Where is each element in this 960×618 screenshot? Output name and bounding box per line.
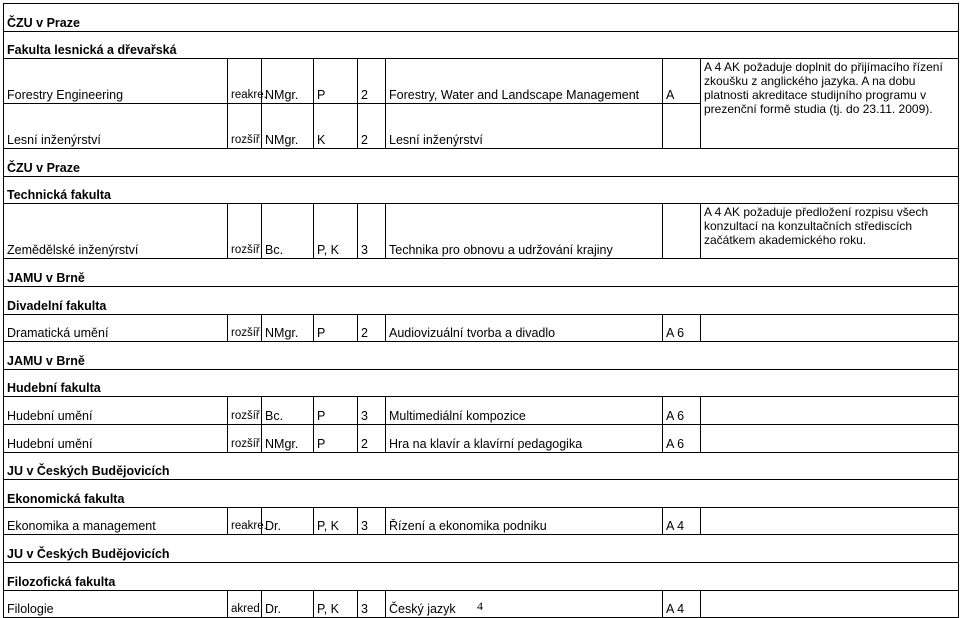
validity-cell: [663, 204, 701, 259]
page-number: 4: [477, 599, 483, 613]
note-cell: [701, 507, 959, 535]
years-cell: 3: [358, 204, 386, 259]
program-cell: Lesní inženýrství: [4, 104, 228, 149]
degree-cell: Dr.: [262, 590, 314, 618]
form-cell: P: [314, 59, 358, 104]
field-cell: Hra na klavír a klavírní pedagogika: [386, 424, 663, 452]
university-name: JAMU v Brně: [4, 342, 959, 370]
university-row: [4, 4, 959, 32]
faculty-row: [4, 369, 959, 397]
faculty-row: [4, 286, 959, 314]
note-cell: [701, 314, 959, 342]
faculty-name: Ekonomická fakulta: [4, 480, 959, 508]
program-cell: Ekonomika a management: [4, 507, 228, 535]
years-cell: 3: [358, 590, 386, 618]
faculty-name: Hudební fakulta: [4, 369, 959, 397]
field-cell: Audiovizuální tvorba a divadlo: [386, 314, 663, 342]
university-row: [4, 342, 959, 370]
university-row: [4, 149, 959, 177]
degree-cell: NMgr.: [262, 59, 314, 104]
faculty-name: Filozofická fakulta: [4, 562, 959, 590]
years-cell: 3: [358, 397, 386, 425]
program-cell: Hudební umění: [4, 424, 228, 452]
faculty-name: Divadelní fakulta: [4, 286, 959, 314]
type-cell: rozšíř.: [228, 104, 262, 149]
years-cell: 2: [358, 59, 386, 104]
validity-cell: A 6: [663, 397, 701, 425]
accreditation-table: [3, 3, 959, 618]
program-cell: Dramatická umění: [4, 314, 228, 342]
program-cell: Forestry Engineering: [4, 59, 228, 104]
table-row: [4, 204, 959, 259]
degree-cell: Bc.: [262, 397, 314, 425]
faculty-row: [4, 562, 959, 590]
type-cell: akred.: [228, 590, 262, 618]
validity-cell: A 6: [663, 424, 701, 452]
table-row: [4, 397, 959, 425]
form-cell: P, K: [314, 204, 358, 259]
university-name: ČZU v Praze: [4, 4, 959, 32]
program-cell: Zemědělské inženýrství: [4, 204, 228, 259]
university-row: [4, 452, 959, 480]
table-row: [4, 424, 959, 452]
years-cell: 3: [358, 507, 386, 535]
field-cell: Technika pro obnovu a udržování krajiny: [386, 204, 663, 259]
degree-cell: NMgr.: [262, 104, 314, 149]
validity-cell: A 4: [663, 507, 701, 535]
university-name: JU v Českých Budějovicích: [4, 452, 959, 480]
program-cell: Hudební umění: [4, 397, 228, 425]
table-row: [4, 507, 959, 535]
validity-cell: A 6: [663, 314, 701, 342]
form-cell: K: [314, 104, 358, 149]
university-row: [4, 259, 959, 287]
university-name: JU v Českých Budějovicích: [4, 535, 959, 563]
field-cell: Multimediální kompozice: [386, 397, 663, 425]
form-cell: P, K: [314, 507, 358, 535]
faculty-row: [4, 480, 959, 508]
form-cell: P: [314, 424, 358, 452]
field-cell: Řízení a ekonomika podniku: [386, 507, 663, 535]
validity-cell: A: [663, 59, 701, 104]
type-cell: reakre.: [228, 59, 262, 104]
note-cell: [701, 424, 959, 452]
note-cell: A 4 AK požaduje předložení rozpisu všech konzultací na konzultačních střediscích začátkem akademického roku.: [701, 204, 959, 259]
degree-cell: NMgr.: [262, 314, 314, 342]
faculty-row: [4, 31, 959, 59]
program-cell: Filologie: [4, 590, 228, 618]
note-cell: A 4 AK požaduje doplnit do přijímacího řízení zkoušku z anglického jazyka. A na dobu platnosti akreditace studijního programu v prezenční formě studia (tj. do 23.11. 2009).: [701, 59, 959, 149]
years-cell: 2: [358, 424, 386, 452]
university-name: ČZU v Praze: [4, 149, 959, 177]
degree-cell: NMgr.: [262, 424, 314, 452]
validity-cell: [663, 104, 701, 149]
note-cell: [701, 397, 959, 425]
years-cell: 2: [358, 314, 386, 342]
university-row: [4, 535, 959, 563]
type-cell: reakre.: [228, 507, 262, 535]
years-cell: 2: [358, 104, 386, 149]
form-cell: P, K: [314, 590, 358, 618]
type-cell: rozšíř.: [228, 314, 262, 342]
faculty-row: [4, 176, 959, 204]
field-cell: Český jazyk: [386, 590, 663, 618]
field-cell: Lesní inženýrství: [386, 104, 663, 149]
faculty-name: Fakulta lesnická a dřevařská: [4, 31, 959, 59]
type-cell: rozšíř.: [228, 204, 262, 259]
form-cell: P: [314, 397, 358, 425]
type-cell: rozšíř.: [228, 424, 262, 452]
degree-cell: Bc.: [262, 204, 314, 259]
faculty-name: Technická fakulta: [4, 176, 959, 204]
degree-cell: Dr.: [262, 507, 314, 535]
validity-cell: A 4: [663, 590, 701, 618]
table-row: [4, 59, 959, 104]
form-cell: P: [314, 314, 358, 342]
field-cell: Forestry, Water and Landscape Management: [386, 59, 663, 104]
table-row: [4, 314, 959, 342]
university-name: JAMU v Brně: [4, 259, 959, 287]
type-cell: rozšíř.: [228, 397, 262, 425]
